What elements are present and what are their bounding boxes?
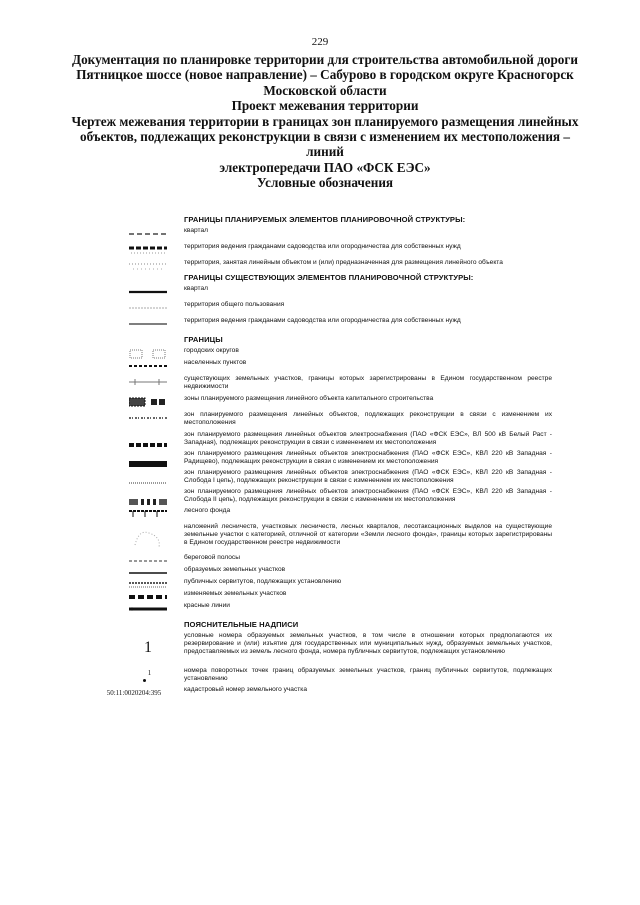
legend-text: номера поворотных точек границ образуемых земельных участков, границ публичных сервитутов, подлежащих установлению bbox=[184, 667, 552, 682]
legend-row bbox=[112, 578, 552, 590]
legend-row bbox=[112, 285, 552, 297]
title-line: Московской области bbox=[263, 82, 387, 98]
blocked-dash-symbol bbox=[112, 496, 184, 507]
title-line: Документация по планировке территории для строительства автомобильной дороги bbox=[72, 52, 578, 67]
title-line: электропередачи ПАО «ФСК ЕЭС» bbox=[219, 159, 431, 175]
legend-row bbox=[112, 523, 552, 550]
legend-text: изменяемых земельных участков bbox=[184, 590, 287, 597]
legend-row bbox=[112, 667, 552, 686]
forest-fund-symbol bbox=[112, 508, 184, 519]
legend-row bbox=[112, 554, 552, 566]
legend-row bbox=[112, 566, 552, 578]
legend-row bbox=[106, 686, 552, 698]
section-heading-existing: ГРАНИЦЫ СУЩЕСТВУЮЩИХ ЭЛЕМЕНТОВ ПЛАНИРОВОЧНОЙ СТРУКТУРЫ: bbox=[184, 273, 474, 282]
thin-grey-line-symbol bbox=[112, 302, 184, 313]
cadastral-number-symbol: 50:11:0020204:395 bbox=[106, 688, 162, 697]
legend-text: красные линии bbox=[184, 602, 230, 609]
legend-text: квартал bbox=[184, 227, 208, 234]
legend-row bbox=[112, 469, 552, 488]
title-line: Проект межевания территории bbox=[231, 98, 419, 114]
faint-hatch-symbol bbox=[112, 477, 184, 488]
legend-row bbox=[112, 259, 552, 271]
point-dot-icon bbox=[143, 679, 146, 682]
legend-text: существующих земельных участков, границы которых зарегистрированы в Едином государственном реестре недвижимости bbox=[184, 375, 552, 390]
legend-row bbox=[112, 411, 552, 427]
page-number: 229 bbox=[311, 36, 329, 48]
solid-bold-line-symbol bbox=[112, 286, 184, 297]
servitude-symbol bbox=[112, 579, 184, 590]
legend-text: кадастровый номер земельного участка bbox=[184, 686, 307, 693]
legend-text: зон планируемого размещения линейных объектов, подлежащих реконструкции в связи с изменением их местоположения bbox=[184, 411, 552, 426]
legend-text: зон планируемого размещения линейных объектов электроснабжения (ПАО «ФСК ЕЭС», ВЛ 500 кВ Белый Раст - Западная), подлежащих реконструкции в связи с изменением их местоположения bbox=[184, 431, 552, 446]
shore-dashed-symbol bbox=[112, 555, 184, 566]
legend-row bbox=[112, 590, 552, 602]
thick-dash-symbol bbox=[112, 244, 184, 255]
legend-text: квартал bbox=[184, 285, 208, 292]
title-line: Чертеж межевания территории в границах зон планируемого размещения линейных bbox=[71, 113, 579, 129]
overlay-dotted-symbol bbox=[112, 524, 184, 550]
title-line: Условные обозначения bbox=[256, 175, 394, 191]
changed-parcel-symbol bbox=[112, 591, 184, 602]
legend-row bbox=[112, 632, 552, 663]
legend-row bbox=[112, 359, 552, 371]
note-number-symbol: 1 bbox=[144, 639, 152, 656]
red-line-symbol bbox=[112, 603, 184, 614]
legend-text: зон планируемого размещения линейных объектов электроснабжения (ПАО «ФСК ЕЭС», КВЛ 220 кВ Западная - Радищево), подлежащих реконструкции в связи с изменением их местоположения bbox=[184, 450, 552, 465]
legend-text: лесного фонда bbox=[184, 507, 231, 514]
legend bbox=[106, 213, 552, 698]
legend-text: территория ведения гражданами садоводства или огородничества для собственных нужд bbox=[184, 243, 461, 250]
turning-point-symbol: 1 bbox=[112, 668, 184, 686]
formed-parcel-symbol bbox=[112, 567, 184, 578]
legend-row bbox=[112, 243, 552, 255]
legend-row bbox=[112, 301, 552, 313]
heavy-solid-symbol bbox=[112, 458, 184, 469]
legend-row bbox=[112, 431, 552, 450]
speckled-line-symbol bbox=[112, 412, 184, 423]
legend-text: береговой полосы bbox=[184, 554, 240, 561]
legend-row bbox=[112, 507, 552, 519]
section-heading-borders: ГРАНИЦЫ bbox=[184, 335, 223, 344]
legend-text: зоны планируемого размещения линейного объекта капитального строительства bbox=[184, 395, 434, 402]
dotted-zone-symbol bbox=[112, 260, 184, 271]
legend-text: образуемых земельных участков bbox=[184, 566, 286, 573]
legend-row bbox=[112, 602, 552, 614]
title-line: Пятницкое шоссе (новое направление) – Сабурово в городском округе Красногорск bbox=[76, 67, 574, 83]
legend-text: наложений лесничеств, участковых лесничеств, лесных кварталов, лесотаксационных выделов на существующие земельные участки с категорией, отличной от категории «Земли лесного фонда», границы которых зарегистрированы в Едином государственном реестре недвижимости bbox=[184, 523, 552, 546]
document-title bbox=[70, 52, 580, 191]
legend-text: территория общего пользования bbox=[184, 301, 285, 308]
legend-row bbox=[112, 450, 552, 469]
legend-text: зон планируемого размещения линейных объектов электроснабжения (ПАО «ФСК ЕЭС», КВЛ 220 кВ Западная - Слобода I цепь), подлежащих реконструкции в связи с изменением их местоположения bbox=[184, 469, 552, 484]
hatched-pattern-symbol bbox=[112, 348, 184, 359]
legend-row bbox=[112, 227, 552, 239]
legend-row bbox=[112, 488, 552, 507]
parcel-boundary-symbol bbox=[112, 376, 184, 387]
zone-block-symbol bbox=[112, 396, 184, 407]
legend-text: условные номера образуемых земельных участков, в том числе в отношении которых предполагаются их резервирование и (или) изъятие для государственных или муниципальных нужд, образуемых земельных участков, предоставляемых из земель лесного фонда, номера публичных сервитутов, подлежащих установлению bbox=[184, 632, 552, 655]
solid-line-symbol bbox=[112, 318, 184, 329]
dot-dash-symbol bbox=[112, 360, 184, 371]
legend-row bbox=[112, 395, 552, 407]
heavy-dashed-symbol bbox=[112, 439, 184, 450]
legend-text: зон планируемого размещения линейных объектов электроснабжения (ПАО «ФСК ЕЭС», КВЛ 220 кВ Западная - Слобода II цепь), подлежащих реконструкции в связи с изменением их местоположения bbox=[184, 488, 552, 503]
legend-text: населенных пунктов bbox=[184, 359, 247, 366]
section-heading-notes: ПОЯСНИТЕЛЬНЫЕ НАДПИСИ bbox=[184, 620, 299, 629]
legend-text: публичных сервитутов, подлежащих установлению bbox=[184, 578, 342, 585]
legend-row bbox=[112, 347, 552, 359]
legend-text: территория, занятая линейным объектом и (или) предназначенная для размещения линейного объекта bbox=[184, 259, 503, 266]
dashed-line-symbol bbox=[112, 228, 184, 239]
section-heading-planned: ГРАНИЦЫ ПЛАНИРУЕМЫХ ЭЛЕМЕНТОВ ПЛАНИРОВОЧНОЙ СТРУКТУРЫ: bbox=[184, 215, 466, 224]
legend-row bbox=[112, 317, 552, 329]
title-line: объектов, подлежащих реконструкции в связи с изменением их местоположения – линий bbox=[80, 129, 570, 160]
legend-text: городских округов bbox=[184, 347, 239, 354]
legend-text: территория ведения гражданами садоводства или огородничества для собственных нужд bbox=[184, 317, 461, 324]
legend-row bbox=[112, 375, 552, 391]
